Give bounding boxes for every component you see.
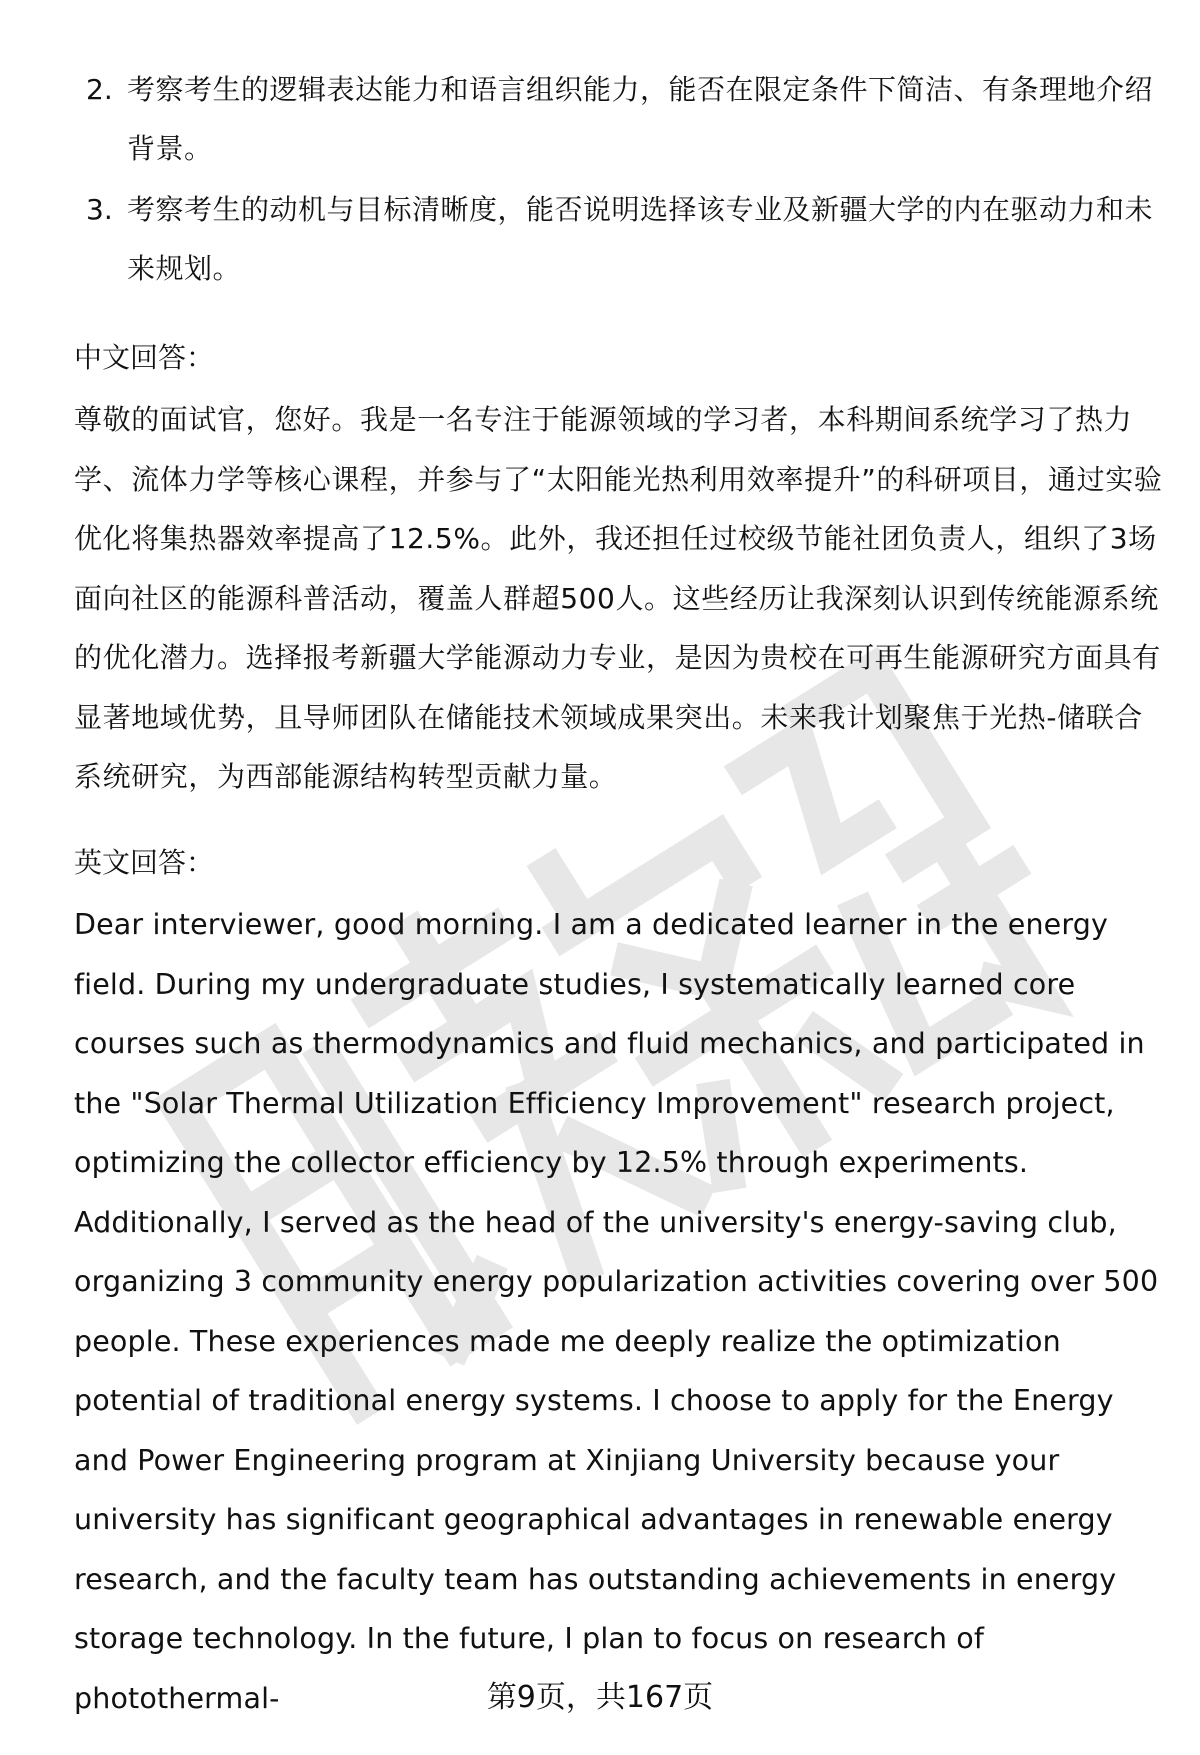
chinese-answer-paragraph: 尊敬的面试官，您好。我是一名专注于能源领域的学习者，本科期间系统学习了热力学、流体力学等核心课程，并参与了“太阳能光热利用效率提升”的科研项目，通过实验优化将集热器效率提高了12.5%。此外，我还担任过校级节能社团负责人，组织了3场面向社区的能源科普活动，覆盖人群超500人。这些经历让我深刻认识到传统能源系统的优化潜力。选择报考新疆大学能源动力专业，是因为贵校在可再生能源研究方面具有显著地域优势，且导师团队在储能技术领域成果突出。未来我计划聚焦于光热-储联合系统研究，为西部能源结构转型贡献力量。	[74, 403, 1163, 793]
list-number: 3.	[86, 193, 113, 226]
list-item-2	[74, 60, 1154, 178]
list-number: 2.	[86, 73, 113, 106]
list-item-3	[74, 180, 1154, 298]
chinese-answer-heading: 中文回答：	[74, 341, 215, 374]
english-answer-heading: 英文回答：	[74, 846, 215, 879]
list-text: 考察考生的逻辑表达能力和语言组织能力，能否在限定条件下简洁、有条理地介绍背景。	[127, 73, 1154, 165]
page-indicator: 第9页，共167页	[486, 1680, 714, 1715]
english-answer-paragraph: Dear interviewer, good morning. I am a dedicated learner in the energy field. During my undergraduate studies, I systematically learned core courses such as thermodynamics and fluid mechanics, and participated in the "Solar Thermal Utilization Efficiency Improvement" research project, optimizing the collector efficiency by 12.5% through experiments. Additionally, I served as the head of the university's energy-saving club, organizing 3 community energy popularization activities covering over 500 people. These experiences made me deeply realize the optimization potential of traditional energy systems. I choose to apply for the Energy and Power Engineering program at Xinjiang University because your university has significant geographical advantages in renewable energy research, and the faculty team has outstanding achievements in energy storage technology. In the future, I plan to focus on research of photothermal-	[74, 908, 1159, 1715]
list-text: 考察考生的动机与目标清晰度，能否说明选择该专业及新疆大学的内在驱动力和未来规划。	[127, 193, 1154, 285]
